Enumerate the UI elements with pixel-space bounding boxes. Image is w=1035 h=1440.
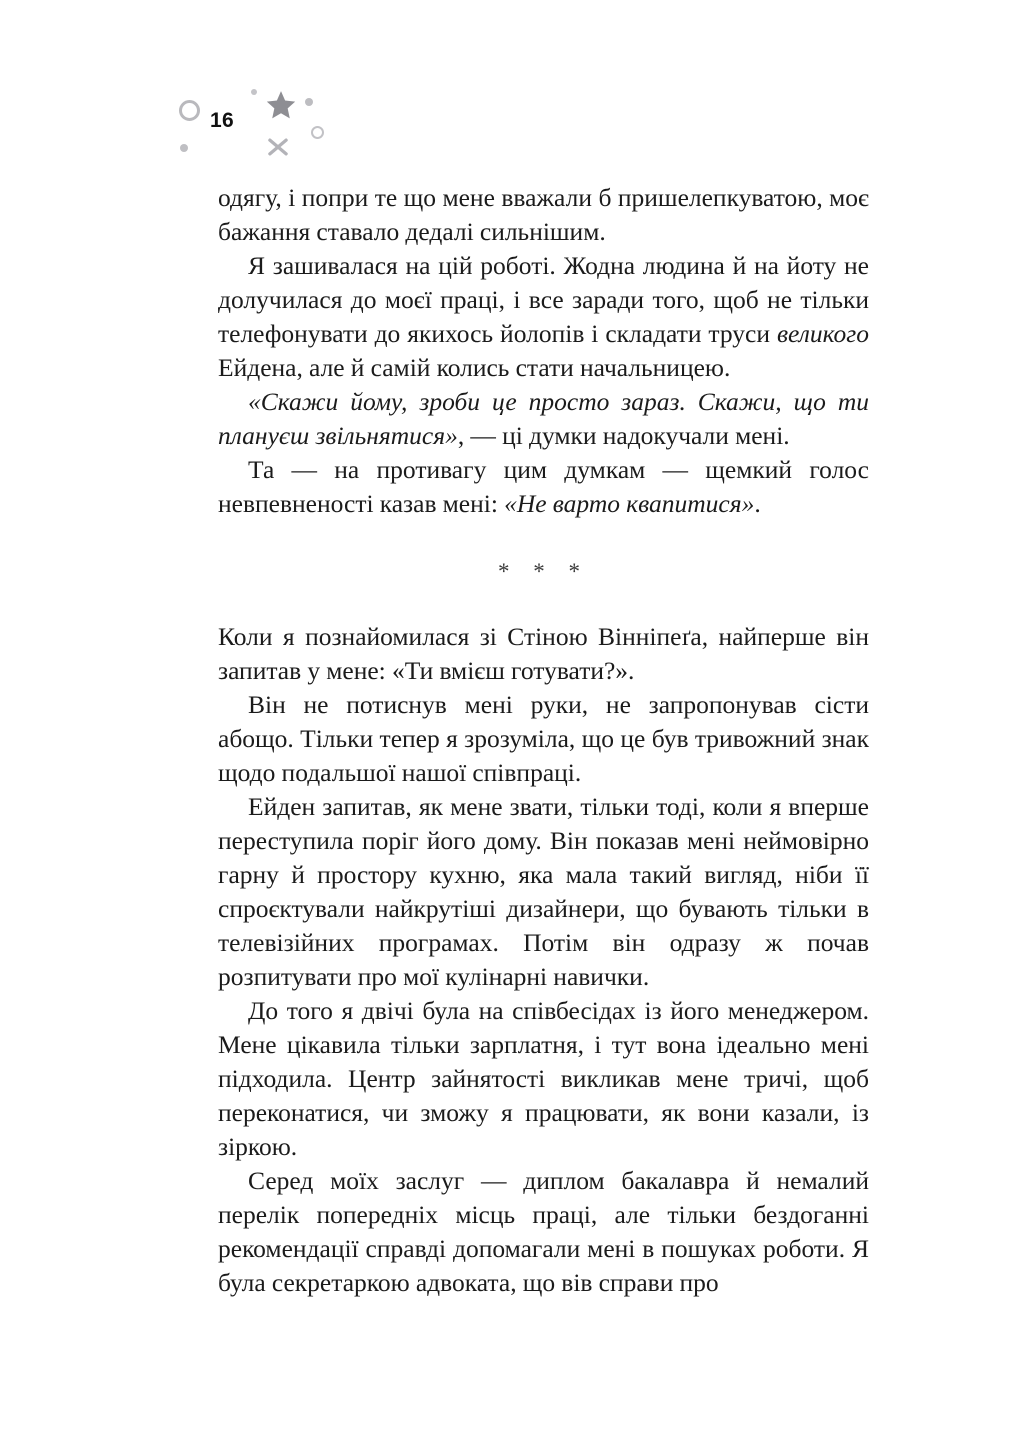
page-number: 16 <box>210 109 234 132</box>
dot-left-ornament-icon <box>180 144 188 152</box>
paragraph <box>218 688 869 790</box>
paragraph <box>218 181 869 249</box>
paragraph-text: одягу, і попри те що мене вважали б пришелепкуватою, моє бажання ставало дедалі сильнішим. <box>218 183 869 246</box>
paragraph-text: Серед моїх заслуг — диплом бакалавра й немалий перелік попередніх місць праці, але тільки бездоганні рекомендації справді допомагали мені в пошуках роботи. Я була секретаркою адвоката, що вів справи про <box>218 1166 869 1297</box>
paragraph <box>218 1164 869 1300</box>
scene-break-divider: * * * <box>498 559 589 584</box>
dot-right-ornament-icon <box>305 98 313 106</box>
star-ornament-icon <box>264 88 298 122</box>
paragraph <box>218 994 869 1164</box>
paragraph-text: Я зашивалася на цій роботі. Жодна людина й на йоту не долучилася до моєї праці, і все заради того, щоб не тільки телефонувати до якихось йолопів і складати труси <box>218 251 869 348</box>
paragraph <box>218 385 869 453</box>
text-column <box>218 181 869 1300</box>
paragraph-text: Ейден запитав, як мене звати, тільки тоді, коли я вперше переступила поріг його дому. Він показав мені неймовірно гарну й простору кухню, яка мала такий вигляд, ніби її спроєктували найкрутіші дизайнери, що бувають тільки в телевізійних програмах. Потім він одразу ж почав розпитувати про мої кулінарні навички. <box>218 792 869 991</box>
emphasis-text: «Не варто квапитися» <box>504 489 755 518</box>
paragraph-text: До того я двічі була на співбесідах із його менеджером. Мене цікавила тільки зарплатня, і тут вона ідеально мені підходила. Центр зайнятості викликав мене тричі, щоб переконатися, чи зможу я працювати, як вони казали, із зіркою. <box>218 996 869 1161</box>
paragraph-text-tail: Ейдена, але й самій колись стати начальницею. <box>218 353 731 382</box>
paragraph-text: Коли я познайомилася зі Стіною Вінніпеґа, найперше він запитав у мене: «Ти вмієш готувати?». <box>218 622 869 685</box>
paragraph <box>218 790 869 994</box>
paragraph-text-tail: . <box>754 489 761 518</box>
paragraph <box>218 620 869 688</box>
paragraph-text: Та — на противагу цим думкам — щемкий голос невпевненості казав мені: <box>218 455 869 518</box>
paragraph-text: Він не потиснув мені руки, не запропонував сісти абощо. Тільки тепер я зрозуміла, що це був тривожний знак щодо подальшої нашої співпраці. <box>218 690 869 787</box>
paragraph <box>218 453 869 521</box>
folio-header <box>168 80 358 165</box>
ring-large-ornament-icon <box>179 100 200 121</box>
paragraph <box>218 249 869 385</box>
dot-mid-ornament-icon <box>251 89 257 95</box>
sparkle-ornament-icon <box>263 132 293 162</box>
emphasis-text: великого <box>776 319 869 348</box>
ring-small-ornament-icon <box>311 126 324 139</box>
emphasis-text: «Скажи йому, зроби це просто зараз. Скажи, що ти плануєш звільнятися» <box>218 387 869 450</box>
paragraph-text-tail: , — ці думки надокучали мені. <box>457 421 790 450</box>
